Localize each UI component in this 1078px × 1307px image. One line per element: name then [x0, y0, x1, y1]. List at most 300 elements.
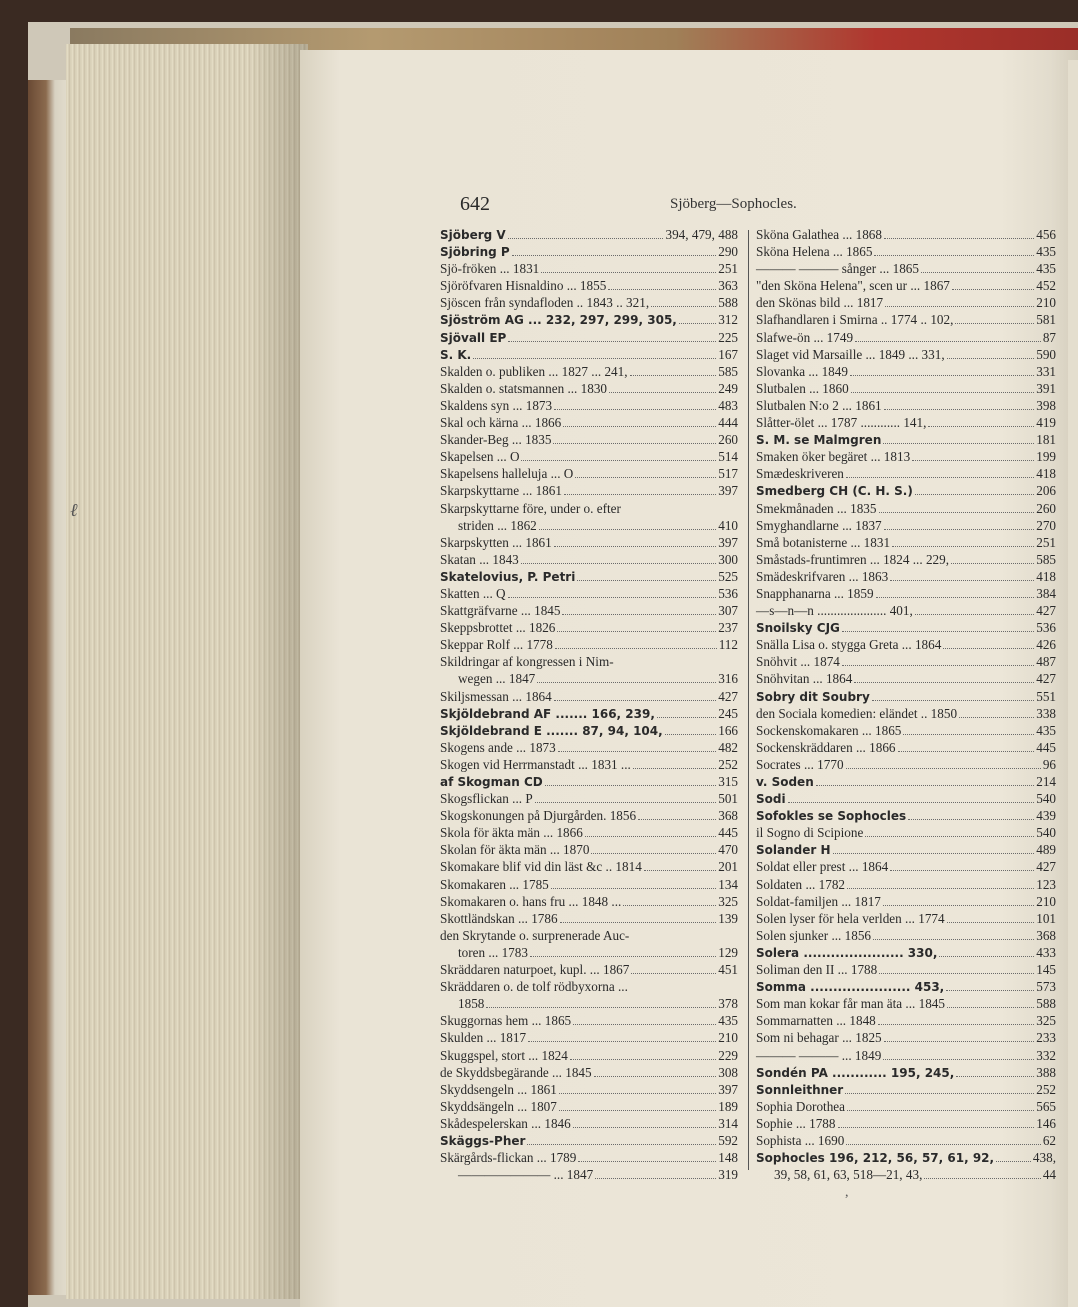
index-entry: [756, 619, 1056, 636]
entry-page-ref: 332: [1036, 1047, 1056, 1063]
dot-leader: [883, 1050, 1034, 1060]
entry-page-ref: 435: [1036, 722, 1056, 738]
index-entry: [440, 636, 738, 653]
entry-page-ref: 270: [1036, 517, 1056, 533]
index-entry: [756, 517, 1056, 534]
entry-title: Skådespelerskan ... 1846: [440, 1115, 571, 1131]
entry-page-ref: 245: [718, 705, 738, 721]
entry-title: den Skönas bild ... 1817: [756, 295, 884, 311]
dot-leader: [578, 1152, 716, 1162]
dot-leader: [594, 1067, 717, 1077]
index-entry: [756, 670, 1056, 687]
index-entry: [756, 568, 1056, 585]
entry-title: Skyddsengeln ... 1861: [440, 1081, 557, 1097]
dot-leader: [595, 1169, 716, 1179]
entry-title: Smaken öker begäret ... 1813: [756, 449, 911, 465]
entry-page-ref: 585: [718, 363, 738, 379]
index-entry: [440, 739, 738, 756]
entry-title: Socrates ... 1770: [756, 756, 844, 772]
entry-title: Slaget vid Marsaille ... 1849 ... 331,: [756, 346, 945, 362]
dot-leader: [555, 639, 717, 649]
entry-title: Som ni behagar ... 1825: [756, 1030, 882, 1046]
index-entry: [440, 602, 738, 619]
index-entry: [756, 585, 1056, 602]
index-entry: [440, 841, 738, 858]
entry-title: Sköna Helena ... 1865: [756, 244, 873, 260]
dot-leader: [553, 434, 716, 444]
index-entry: [440, 756, 738, 773]
entry-title: il Sogno di Scipione: [756, 825, 864, 841]
entry-title: Solander H: [756, 843, 831, 858]
entry-title: Skäggs-Pher: [440, 1133, 526, 1148]
entry-page-ref: 260: [718, 432, 738, 448]
entry-title: Skal och kärna ... 1866: [440, 415, 562, 431]
entry-page-ref: 252: [1036, 1081, 1056, 1097]
entry-title: Skatan ... 1843: [440, 551, 519, 567]
entry-page-ref: 378: [718, 996, 738, 1012]
index-entry: [756, 807, 1056, 824]
dot-leader: [551, 879, 716, 889]
entry-page-ref: 384: [1036, 585, 1056, 601]
entry-title: Som man kokar får man äta ... 1845: [756, 996, 945, 1012]
entry-title: Skapelsen ... O: [440, 449, 520, 465]
dot-leader: [874, 246, 1034, 256]
entry-page-ref: 487: [1036, 654, 1056, 670]
dot-leader: [846, 468, 1034, 478]
index-entry: [756, 1132, 1056, 1149]
index-entry: [756, 893, 1056, 910]
entry-page-ref: 199: [1036, 449, 1056, 465]
entry-title: Snälla Lisa o. stygga Greta ... 1864: [756, 637, 942, 653]
entry-title: Solen lyser för hela verlden ... 1774: [756, 910, 945, 926]
index-entry: [440, 1098, 738, 1115]
dot-leader: [956, 1067, 1034, 1077]
dot-leader: [952, 280, 1034, 290]
entry-page-ref: 307: [718, 603, 738, 619]
entry-page-ref: 410: [718, 517, 738, 533]
entry-page-ref: 210: [1036, 893, 1056, 909]
index-entry: [756, 414, 1056, 431]
dot-leader: [928, 417, 1034, 427]
entry-title: Snöhvitan ... 1864: [756, 671, 853, 687]
entry-title: de Skyddsbegärande ... 1845: [440, 1064, 592, 1080]
entry-page-ref: 290: [718, 244, 738, 260]
entry-title: Skogen vid Herrmanstadt ... 1831 ...: [440, 756, 631, 772]
entry-page-ref: 551: [1036, 688, 1056, 704]
entry-title: Skomakaren o. hans fru ... 1848 ...: [440, 893, 622, 909]
entry-page-ref: 573: [1036, 979, 1056, 995]
dot-leader: [947, 998, 1034, 1008]
dot-leader: [884, 229, 1034, 239]
entry-page-ref: 397: [718, 1081, 738, 1097]
entry-page-ref: 314: [718, 1115, 738, 1131]
entry-page-ref: 44: [1042, 1167, 1056, 1183]
dot-leader: [539, 520, 716, 530]
dot-leader: [541, 263, 716, 273]
dot-leader: [951, 554, 1034, 564]
dot-leader: [679, 314, 716, 324]
pencil-mark: ℓ: [70, 500, 78, 520]
index-entry: [756, 978, 1056, 995]
dot-leader: [570, 1050, 716, 1060]
index-entry: [756, 756, 1056, 773]
dot-leader: [512, 246, 716, 256]
index-entry: [440, 807, 738, 824]
dot-leader: [884, 400, 1035, 410]
entry-page-ref: 146: [1036, 1115, 1056, 1131]
entry-title: Soldaten ... 1782: [756, 876, 846, 892]
index-entry: [756, 380, 1056, 397]
index-column-left: [440, 226, 738, 1183]
entry-page-ref: 517: [718, 466, 738, 482]
entry-page-ref: 435: [718, 1013, 738, 1029]
index-entry: [756, 277, 1056, 294]
dot-leader: [921, 263, 1034, 273]
index-entry: [440, 311, 738, 328]
dot-leader: [545, 776, 716, 786]
entry-title: Slåtter-ölet ... 1787 ............ 141,: [756, 415, 927, 431]
entry-title: Smædeskriveren: [756, 466, 844, 482]
entry-title: af Skogman CD: [440, 775, 543, 789]
index-entry: [756, 534, 1056, 551]
entry-page-ref: 134: [718, 876, 738, 892]
index-entry: [756, 431, 1056, 448]
entry-title: Små botanisterne ... 1831: [756, 534, 891, 550]
dot-leader: [890, 861, 1034, 871]
index-entry: [440, 1064, 738, 1081]
index-entry: [440, 653, 738, 670]
index-entry: [440, 705, 738, 722]
entry-title: Sommarnatten ... 1848: [756, 1013, 876, 1029]
dot-leader: [554, 691, 716, 701]
dot-leader: [872, 691, 1034, 701]
dot-leader: [847, 879, 1034, 889]
entry-page-ref: 438,: [1032, 1150, 1056, 1166]
entry-page-ref: 418: [1036, 466, 1056, 482]
index-entry: [440, 824, 738, 841]
index-entry: [440, 773, 738, 790]
index-entry: [756, 653, 1056, 670]
index-entry: [440, 277, 738, 294]
entry-page-ref: 229: [718, 1047, 738, 1063]
index-entry: [440, 517, 738, 534]
index-entry: [756, 260, 1056, 277]
entry-page-ref: 251: [718, 261, 738, 277]
entry-page-ref: 123: [1036, 876, 1056, 892]
index-entry: [756, 910, 1056, 927]
entry-title: Skeppar Rolf ... 1778: [440, 637, 553, 653]
index-entry: [756, 824, 1056, 841]
entry-title: Skola för äkta män ... 1866: [440, 825, 583, 841]
entry-title: Skattgräfvarne ... 1845: [440, 603, 561, 619]
entry-page-ref: 139: [718, 910, 738, 926]
entry-page-ref: 433: [1036, 944, 1056, 960]
entry-page-ref: 249: [718, 380, 738, 396]
entry-title: Sjövall EP: [440, 330, 507, 345]
entry-page-ref: 338: [1036, 705, 1056, 721]
entry-title: Sjöscen från syndafloden .. 1843 .. 321,: [440, 295, 650, 311]
entry-title: Skatelovius, P. Petri: [440, 569, 576, 584]
dot-leader: [563, 417, 716, 427]
entry-title: Slafhandlaren i Smirna .. 1774 .. 102,: [756, 312, 954, 328]
entry-title: den Sociala komedien: eländet .. 1850: [756, 705, 958, 721]
entry-title: Slafwe-ön ... 1749: [756, 329, 854, 345]
entry-page-ref: 252: [718, 756, 738, 772]
entry-title: Skuggspel, stort ... 1824: [440, 1047, 568, 1063]
entry-title: Smedberg CH (C. H. S.): [756, 484, 913, 499]
entry-title: den Skrytande o. surprenerade Auc-: [440, 927, 630, 943]
entry-page-ref: 418: [1036, 568, 1056, 584]
entry-page-ref: 525: [718, 568, 738, 584]
entry-title: Skräddaren o. de tolf rödbyxorna ...: [440, 979, 628, 995]
entry-title: Sofokles se Sophocles: [756, 809, 907, 824]
entry-title: ——————— ... 1847: [458, 1167, 594, 1183]
entry-page-ref: 588: [718, 295, 738, 311]
entry-title: Skottländskan ... 1786: [440, 910, 558, 926]
entry-title: Skiljsmessan ... 1864: [440, 688, 552, 704]
entry-title: Skapelsens halleluja ... O: [440, 466, 574, 482]
entry-page-ref: 148: [718, 1150, 738, 1166]
entry-title: ——— ——— sånger ... 1865: [756, 261, 919, 277]
dot-leader: [884, 1032, 1035, 1042]
entry-title: Skarpskyttarne före, under o. efter: [440, 500, 621, 516]
index-entry: [440, 876, 738, 893]
index-entry: [440, 619, 738, 636]
dot-leader: [535, 793, 717, 803]
index-entry: [440, 260, 738, 277]
dot-leader: [564, 485, 716, 495]
index-entry: [756, 1098, 1056, 1115]
dot-leader: [851, 383, 1035, 393]
dot-leader: [878, 1015, 1034, 1025]
entry-title: Skuggornas hem ... 1865: [440, 1013, 572, 1029]
dot-leader: [865, 827, 1034, 837]
index-entry: [756, 790, 1056, 807]
index-entry: [440, 226, 738, 243]
entry-page-ref: 237: [718, 620, 738, 636]
entry-page-ref: 435: [1036, 244, 1056, 260]
index-entry: [440, 1149, 738, 1166]
index-entry: [756, 465, 1056, 482]
entry-page-ref: 397: [718, 534, 738, 550]
entry-title: Skander-Beg ... 1835: [440, 432, 552, 448]
entry-title: Sophie ... 1788: [756, 1115, 836, 1131]
entry-page-ref: 590: [1036, 346, 1056, 362]
dot-leader: [884, 520, 1035, 530]
index-entry: [756, 841, 1056, 858]
entry-page-ref: 427: [1036, 671, 1056, 687]
entry-page-ref: 308: [718, 1064, 738, 1080]
entry-title: Skyddsängeln ... 1807: [440, 1098, 557, 1114]
entry-page-ref: 489: [1036, 842, 1056, 858]
index-entry: [440, 500, 738, 517]
entry-page-ref: 225: [718, 329, 738, 345]
entry-title: Skogsflickan ... P: [440, 791, 533, 807]
entry-page-ref: 312: [718, 312, 738, 328]
running-title: Sjöberg—Sophocles.: [670, 196, 797, 212]
entry-title: Skärgårds-flickan ... 1789: [440, 1150, 577, 1166]
entry-page-ref: 427: [718, 688, 738, 704]
entry-title: Skatten ... Q: [440, 585, 506, 601]
dot-leader: [876, 588, 1035, 598]
entry-page-ref: 319: [718, 1167, 738, 1183]
dot-leader: [521, 554, 716, 564]
dot-leader: [528, 1032, 716, 1042]
entry-title: v. Soden: [756, 775, 814, 789]
dot-leader: [573, 1118, 716, 1128]
dot-leader: [559, 1084, 716, 1094]
entry-title: Skomakaren ... 1785: [440, 876, 549, 892]
entry-page-ref: 394, 479, 488: [665, 227, 738, 242]
index-entry: [440, 995, 738, 1012]
entry-title: Sjöröfvaren Hisnaldino ... 1855: [440, 278, 607, 294]
entry-title: Skarpskytten ... 1861: [440, 534, 552, 550]
index-entry: [440, 961, 738, 978]
entry-title: Sockenskräddaren ... 1866: [756, 739, 896, 755]
entry-title: 39, 58, 61, 63, 518—21, 43,: [774, 1167, 923, 1183]
entry-page-ref: 501: [718, 791, 738, 807]
entry-page-ref: 210: [1036, 295, 1056, 311]
index-entry: [756, 551, 1056, 568]
dot-leader: [943, 639, 1034, 649]
entry-page-ref: 398: [1036, 397, 1056, 413]
entry-page-ref: 585: [1036, 551, 1056, 567]
index-entry: [440, 893, 738, 910]
dot-leader: [854, 673, 1034, 683]
entry-title: Skolan för äkta män ... 1870: [440, 842, 590, 858]
entry-page-ref: 101: [1036, 910, 1056, 926]
entry-page-ref: 87: [1042, 329, 1056, 345]
entry-title: Skildringar af kongressen i Nim-: [440, 654, 614, 670]
index-entry: [440, 346, 738, 363]
index-entry: [440, 1047, 738, 1064]
entry-title: Sophia Dorothea: [756, 1098, 845, 1114]
index-entry: [440, 397, 738, 414]
entry-page-ref: 189: [718, 1098, 738, 1114]
entry-title: wegen ... 1847: [458, 671, 536, 687]
entry-page-ref: 325: [1036, 1013, 1056, 1029]
dot-leader: [946, 981, 1034, 991]
index-entry: [440, 482, 738, 499]
entry-page-ref: 325: [718, 893, 738, 909]
entry-page-ref: 300: [718, 551, 738, 567]
entry-title: Snoilsky CJG: [756, 621, 840, 636]
entry-page-ref: 388: [1036, 1064, 1056, 1080]
entry-page-ref: 427: [1036, 859, 1056, 875]
entry-title: Skalden o. publiken ... 1827 ... 241,: [440, 363, 628, 379]
index-entry: [756, 1081, 1056, 1098]
entry-title: Somma ...................... 453,: [756, 980, 945, 995]
index-entry: [440, 431, 738, 448]
dot-leader: [573, 1015, 716, 1025]
entry-title: Skaldens syn ... 1873: [440, 397, 553, 413]
dot-leader: [473, 349, 716, 359]
entry-page-ref: 565: [1036, 1098, 1056, 1114]
index-entry: [440, 568, 738, 585]
dot-leader: [842, 656, 1034, 666]
entry-page-ref: 445: [718, 825, 738, 841]
dot-leader: [996, 1152, 1031, 1162]
page-blemish: ,: [845, 1185, 849, 1200]
dot-leader: [816, 776, 1034, 786]
entry-page-ref: 427: [1036, 603, 1056, 619]
index-entry: [756, 482, 1056, 499]
dot-leader: [838, 1118, 1035, 1128]
index-entry: [440, 1081, 738, 1098]
entry-title: Skeppsbrottet ... 1826: [440, 620, 556, 636]
dot-leader: [651, 297, 716, 307]
entry-title: Sjöström AG ... 232, 297, 299, 305,: [440, 313, 677, 328]
entry-page-ref: 482: [718, 739, 738, 755]
entry-title: Smekmånaden ... 1835: [756, 500, 877, 516]
entry-page-ref: 167: [718, 346, 738, 362]
index-entry: [440, 465, 738, 482]
index-entry: [756, 944, 1056, 961]
index-entry: [756, 363, 1056, 380]
dot-leader: [908, 810, 1034, 820]
entry-page-ref: 260: [1036, 500, 1056, 516]
entry-page-ref: 445: [1036, 739, 1056, 755]
entry-page-ref: 210: [718, 1030, 738, 1046]
entry-page-ref: 62: [1042, 1132, 1056, 1148]
entry-page-ref: 419: [1036, 415, 1056, 431]
index-entry: [440, 534, 738, 551]
entry-page-ref: 201: [718, 859, 738, 875]
entry-title: Skarpskyttarne ... 1861: [440, 483, 562, 499]
entry-page-ref: 439: [1036, 808, 1056, 824]
entry-title: Slovanka ... 1849: [756, 363, 848, 379]
entry-page-ref: 483: [718, 397, 738, 413]
index-entry: [440, 670, 738, 687]
dot-leader: [508, 588, 717, 598]
index-entry: [756, 346, 1056, 363]
entry-title: Skräddaren naturpoet, kupl. ... 1867: [440, 962, 630, 978]
entry-page-ref: 316: [718, 671, 738, 687]
entry-page-ref: 536: [1036, 620, 1056, 636]
entry-title: Sockenskomakaren ... 1865: [756, 722, 902, 738]
entry-title: Sophocles 196, 212, 56, 57, 61, 92,: [756, 1151, 995, 1166]
entry-page-ref: 581: [1036, 312, 1056, 328]
index-entry: [756, 1047, 1056, 1064]
entry-page-ref: 592: [718, 1132, 738, 1148]
entry-page-ref: 588: [1036, 996, 1056, 1012]
dot-leader: [530, 947, 716, 957]
dot-leader: [850, 366, 1034, 376]
index-entry: [440, 978, 738, 995]
dot-leader: [644, 861, 716, 871]
dot-leader: [892, 537, 1034, 547]
dot-leader: [898, 742, 1035, 752]
entry-title: Sonnleithner: [756, 1082, 844, 1097]
entry-page-ref: 315: [718, 774, 738, 789]
index-entry: [756, 927, 1056, 944]
entry-title: —s—n—n ..................... 401,: [756, 603, 913, 619]
index-entry: [756, 688, 1056, 705]
entry-page-ref: 397: [718, 483, 738, 499]
dot-leader: [486, 998, 716, 1008]
index-entry: [756, 722, 1056, 739]
index-entry: [756, 858, 1056, 875]
index-entry: [440, 1115, 738, 1132]
dot-leader: [608, 280, 716, 290]
entry-title: Sophista ... 1690: [756, 1132, 845, 1148]
dot-leader: [915, 605, 1034, 615]
dot-leader: [846, 759, 1041, 769]
book-page: [300, 50, 1078, 1307]
entry-title: Skogskonungen på Djurgården. 1856: [440, 808, 637, 824]
dot-leader: [521, 451, 716, 461]
entry-page-ref: 514: [718, 449, 738, 465]
